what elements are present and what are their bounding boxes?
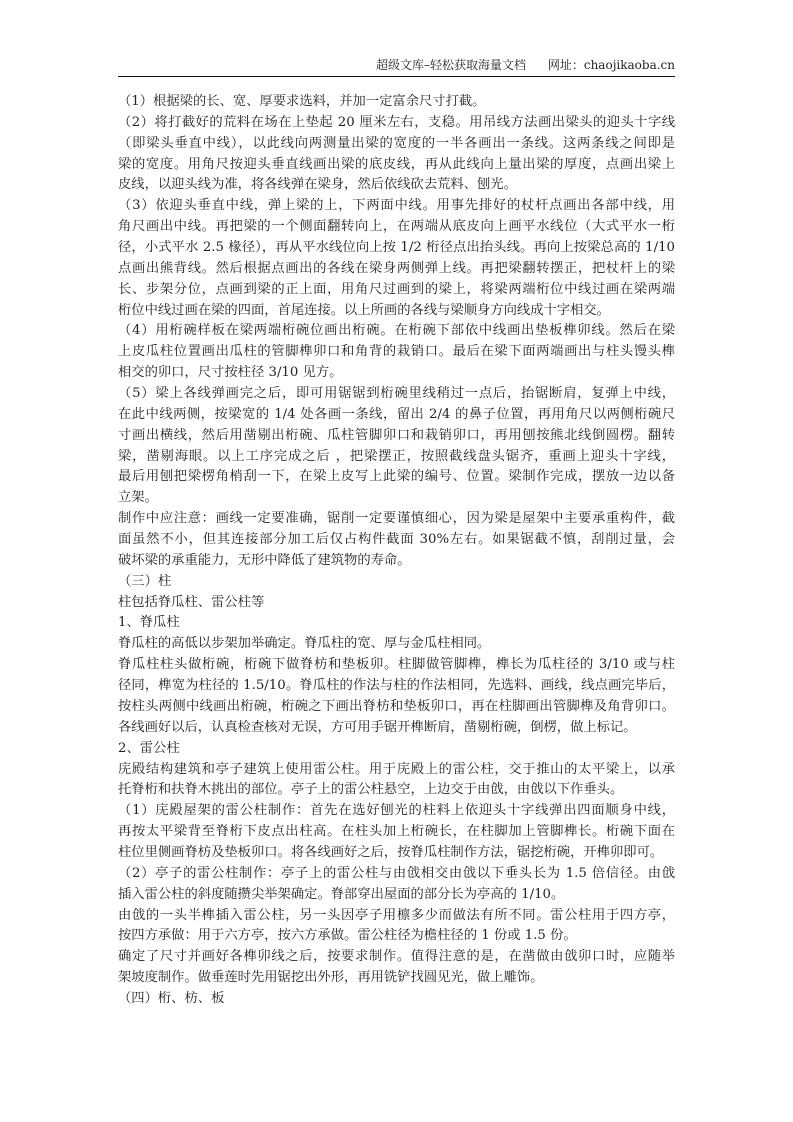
paragraph xyxy=(118,864,675,906)
text-line: 在此中线两侧，按梁宽的 1/4 处各画一条线，留出 2/4 的鼻子位置，再用角尺以两侧桁碗尺 xyxy=(118,406,675,422)
text-line: 长、步架分位，点画到梁的正上面，用角尺过画到的梁上，将梁两端桁位中线过画在梁两端 xyxy=(118,281,675,297)
document-body xyxy=(118,92,675,1010)
paragraph xyxy=(118,572,675,593)
text-line: 皮线，以迎头线为准，将各线弹在梁身，然后依线砍去荒料、刨光。 xyxy=(118,177,517,193)
text-line: 1、脊瓜柱 xyxy=(118,615,180,631)
text-line: 桁位中线过画在梁的四面，首尾连接。以上所画的各线与梁顺身方向线成十字相交。 xyxy=(118,302,610,318)
text-line: （三）柱 xyxy=(118,573,172,589)
text-line: （5）梁上各线弹画完之后，即可用锯锯到桁碗里线稍过一点后，抬锯断肩，复弹上中线， xyxy=(118,386,675,402)
text-line: （2）将打截好的荒料在场在上垫起 20 厘米左右，支稳。用吊线方法画出梁头的迎头十字线 xyxy=(118,114,675,130)
paragraph xyxy=(118,801,675,864)
header-url[interactable]: 网址：chaojikaoba.cn xyxy=(547,58,675,72)
paragraph xyxy=(118,739,675,760)
text-line: （4）用桁碗样板在梁两端桁碗位画出桁碗。在桁碗下部依中线画出垫板榫卯线。然后在梁 xyxy=(118,323,675,339)
text-line: 庑殿结构建筑和亭子建筑上使用雷公柱。用于庑殿上的雷公柱，交于推山的太平梁上，以承 xyxy=(118,761,675,777)
paragraph xyxy=(118,613,675,634)
text-line: 架坡度制作。做垂莲时先用锯挖出外形，再用铣铲找圆见光，做上雕饰。 xyxy=(118,970,544,986)
text-line: 破坏梁的承重能力，无形中降低了建筑物的寿命。 xyxy=(118,552,411,568)
paragraph xyxy=(118,906,675,948)
text-line: 面虽然不小，但其连接部分加工后仅占构件截面 30%左右。如果锯截不慎，刮削过量，会 xyxy=(118,532,675,548)
header-site-name: 超级文库–轻松获取海量文档 xyxy=(376,58,527,72)
text-line: 上皮瓜柱位置画出瓜柱的管脚榫卯口和角背的栽销口。最后在梁下面两端画出与柱头馒头榫 xyxy=(118,344,675,360)
text-line: 确定了尺寸并画好各榫卯线之后，按要求制作。值得注意的是，在凿做由戗卯口时，应随举 xyxy=(118,949,675,965)
paragraph xyxy=(118,509,675,572)
paragraph xyxy=(118,655,675,738)
paragraph xyxy=(118,113,675,196)
text-line: 径同，榫宽为柱径的 1.5/10。脊瓜柱的作法与柱的作法相同，先选料、画线，线点画完毕后， xyxy=(118,678,675,694)
text-line: 柱位里侧画脊枋及垫板卯口。将各线画好之后，按脊瓜柱制作方法，锯挖桁碗，开榫卯即可。 xyxy=(118,844,664,860)
text-line: 脊瓜柱柱头做桁碗，桁碗下做脊枋和垫板卯。柱脚做管脚榫，榫长为瓜柱径的 3/10 或与柱 xyxy=(118,657,675,673)
text-line: 相交的卯口，尺寸按柱径 3/10 见方。 xyxy=(118,365,343,381)
text-line: 由戗的一头半榫插入雷公柱，另一头因亭子用檩多少而做法有所不同。雷公柱用于四方亭， xyxy=(118,907,675,923)
text-line: 梁，凿剔海眼。以上工序完成之后 ，把梁摆正，按照截线盘头锯齐，重画上迎头十字线， xyxy=(118,448,675,464)
page-header xyxy=(118,56,675,77)
paragraph xyxy=(118,92,675,113)
text-line: 按四方承做：用于六方亭，按六方承做。雷公柱径为檐柱径的 1 份或 1.5 份。 xyxy=(118,928,577,944)
paragraph xyxy=(118,947,675,989)
text-line: 立架。 xyxy=(118,490,158,506)
paragraph xyxy=(118,989,675,1010)
text-line: 2、雷公柱 xyxy=(118,740,180,756)
paragraph xyxy=(118,384,675,509)
text-line: 插入雷公柱的斜度随攒尖举架确定。脊部穿出屋面的部分长为亭高的 1/10。 xyxy=(118,886,565,902)
text-line: 脊瓜柱的高低以步架加举确定。脊瓜柱的宽、厚与金瓜柱相同。 xyxy=(118,636,491,652)
text-line: （即梁头垂直中线），以此线向两测量出梁的宽度的一半各画出一条线。这两条线之间即是 xyxy=(118,135,675,151)
text-line: 梁的宽度。用角尺按迎头垂直线画出梁的底皮线，再从此线向上量出梁的厚度，点画出梁上 xyxy=(118,156,675,172)
text-line: 再按太平梁背至脊桁下皮点出柱高。在柱头加上桁碗长，在柱脚加上管脚榫长。桁碗下面在 xyxy=(118,824,675,840)
text-line: （四）桁、枋、板 xyxy=(118,990,225,1006)
text-line: 最后用刨把梁楞角梢刮一下，在梁上皮写上此梁的编号、位置。梁制作完成，摆放一边以备 xyxy=(118,469,675,485)
paragraph xyxy=(118,634,675,655)
text-line: 各线画好以后，认真检查核对无误，方可用手锯开榫断肩，凿剔桁碗，倒楞，做上标记。 xyxy=(118,719,637,735)
text-line: 柱包括脊瓜柱、雷公柱等 xyxy=(118,594,265,610)
text-line: （1）庑殿屋架的雷公柱制作：首先在选好刨光的柱料上依迎头十字线弹出四面顺身中线， xyxy=(118,803,675,819)
text-line: 制作中应注意：画线一定要准确，锯削一定要谨慎细心，因为梁是屋架中主要承重构件，截 xyxy=(118,511,675,527)
text-line: （3）依迎头垂直中线，弹上梁的上，下两面中线。用事先排好的杖杆点画出各部中线，用 xyxy=(118,198,675,214)
text-line: 角尺画出中线。再把梁的一个侧面翻转向上，在两端从底皮向上画平水线位（大式平水一桁 xyxy=(118,219,675,235)
paragraph xyxy=(118,593,675,614)
text-line: 托脊桁和扶脊木挑出的部位。亭子上的雷公柱悬空，上边交于由戗，由戗以下作垂头。 xyxy=(118,782,624,798)
paragraph xyxy=(118,196,675,321)
paragraph xyxy=(118,760,675,802)
text-line: 寸画出横线，然后用凿剔出桁碗、瓜柱管脚卯口和栽销卯口，再用刨按熊北线倒圆楞。翻转 xyxy=(118,427,675,443)
paragraph xyxy=(118,321,675,384)
text-line: 点画出熊背线。然后根据点画出的各线在梁身两侧弹上线。再把梁翻转摆正，把杖杆上的梁 xyxy=(118,260,675,276)
text-line: 径，小式平水 2.5 椽径），再从平水线位向上按 1/2 桁径点出抬头线。再向上按梁总高的 1/10 xyxy=(118,240,675,256)
text-line: 按柱头两侧中线画出桁碗，桁碗之下画出脊枋和垫板卯口，再在柱脚画出管脚榫及角背卯口。 xyxy=(118,698,675,714)
text-line: （2）亭子的雷公柱制作：亭子上的雷公柱与由戗相交由戗以下垂头长为 1.5 倍信径。由戗 xyxy=(118,865,675,881)
text-line: （1）根据梁的长、宽、厚要求选料，并加一定富余尺寸打截。 xyxy=(118,94,486,109)
